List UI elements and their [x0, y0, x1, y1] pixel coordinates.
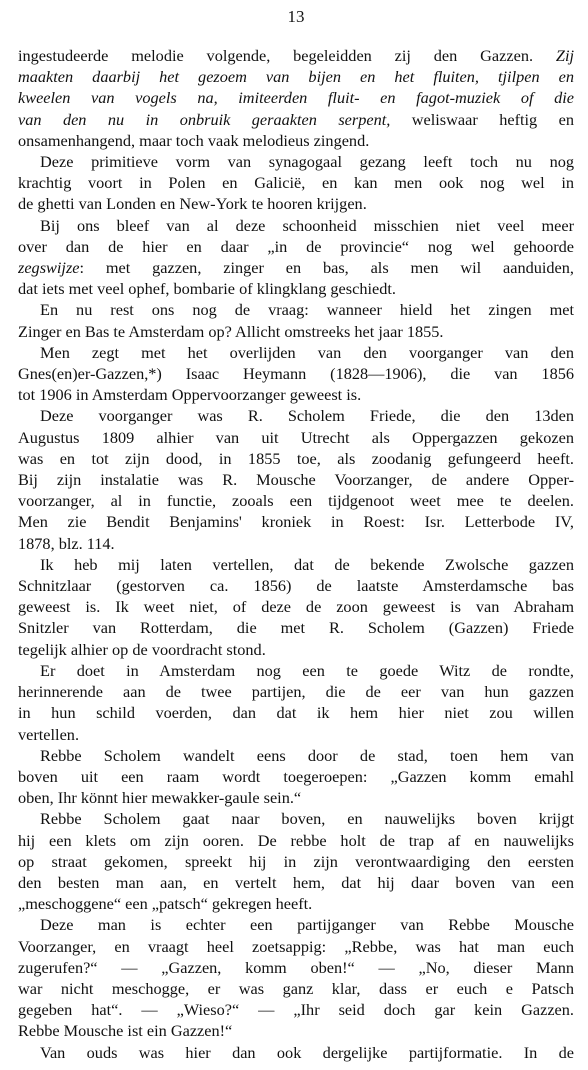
text-line: En nu rest ons nog de vraag: wanneer hield het zingen met: [40, 300, 574, 320]
text-line: over dan de hier en daar „in de provincie“ nog wel gehoorde: [18, 236, 574, 256]
text-line: Bij zijn instalatie was R. Mousche Voorzanger, de andere Opper-: [18, 470, 574, 490]
text-line: Deze primitieve vorm van synagogaal gezang leeft toch nu nog: [40, 152, 574, 172]
text-line: herinnerende aan de twee partijen, die de eer van hun gazzen: [18, 682, 574, 702]
text-line: Bij ons bleef van al deze schoonheid misschien niet veel meer: [40, 215, 574, 235]
text-line: Deze man is echter een partijganger van Rebbe Mousche: [40, 915, 574, 935]
text-line: Deze voorganger was R. Scholem Friede, die den 13den: [40, 406, 574, 426]
text-line: tegelijk alhier op de voordracht stond.: [18, 639, 266, 659]
text-line: Zinger en Bas te Amsterdam op? Allicht omstreeks het jaar 1855.: [18, 321, 444, 341]
text-line: Rebbe Scholem gaat naar boven, en nauwelijks boven krijgt: [40, 809, 574, 829]
text-line: Voorzanger, en vraagt heel zoetsappig: „Rebbe, was hat man euch: [18, 936, 574, 956]
text-line: voorzanger, al in functie, zooals een tijdgenoot weet mee te deelen.: [18, 491, 574, 511]
text-line: Er doet in Amsterdam nog een te goede Witz de rondte,: [40, 660, 574, 680]
text-line: gegeben hat“. — „Wieso?“ — „Ihr seid doch gar kein Gazzen.: [18, 1000, 574, 1020]
text-line: Men zie Bendit Benjamins' kroniek in Roest: Isr. Letterbode IV,: [18, 512, 574, 532]
text-line: Men zegt met het overlijden van den voorganger van den: [40, 342, 574, 362]
text-line: kweelen van vogels na, imiteerden fluit- en fagot-muziek of die: [18, 88, 574, 108]
text-line: hij een klets om zijn ooren. De rebbe holt de trap af en nauwelijks: [18, 830, 574, 850]
text-line: onsamenhangend, maar toch vaak melodieus zingend.: [18, 130, 370, 150]
text-line: den besten man aan, en vertelt hem, dat hij daar boven van een: [18, 872, 574, 892]
text-line: Augustus 1809 alhier van uit Utrecht als Oppergazzen gekozen: [18, 427, 574, 447]
text-line: Rebbe Scholem wandelt eens door de stad, toen hem van: [40, 745, 574, 765]
text-line: krachtig voort in Polen en Galicië, en kan men ook nog wel in: [18, 173, 574, 193]
text-line: zegswijze: met gazzen, zinger en bas, als men wil aanduiden,: [18, 258, 574, 278]
text-line: vertellen.: [18, 724, 80, 744]
text-line: tot 1906 in Amsterdam Oppervoorzanger geweest is.: [18, 385, 362, 405]
text-line: Ik heb mij laten vertellen, dat de bekende Zwolsche gazzen: [40, 554, 574, 574]
text-line: 1878, blz. 114.: [18, 533, 115, 553]
text-line: „meschoggene“ een „patsch“ gekregen heeft.: [18, 894, 313, 914]
page-number: 13: [287, 7, 305, 26]
text-line: Gnes(en)er-Gazzen,*) Isaac Heymann (1828—1906), die van 1856: [18, 364, 574, 384]
text-line: oben, Ihr könnt hier mewakker-gaule sein.“: [18, 788, 302, 808]
text-line: van den nu in onbruik geraakten serpent, weliswaar heftig en: [18, 109, 574, 129]
text-line: dat iets met veel ophef, bombarie of klingklang geschiedt.: [18, 279, 396, 299]
text-line: was en tot zijn dood, in 1855 toe, als zoodanig gefungeerd heeft.: [18, 448, 574, 468]
text-line: in hun schild voerden, dan dat ik hem hier niet zou willen: [18, 703, 574, 723]
body-text: [18, 45, 574, 1063]
text-line: Rebbe Mousche ist ein Gazzen!“: [18, 1021, 233, 1041]
text-line: Van ouds was hier dan ook dergelijke partijformatie. In de: [40, 1042, 574, 1062]
text-line: maakten daarbij het gezoem van bijen en het fluiten, tjilpen en: [18, 67, 574, 87]
text-line: war nicht meschogge, er was ganz klar, dass er euch e Patsch: [18, 978, 574, 998]
text-line: geweest is. Ik weet niet, of deze de zoon geweest is van Abraham: [18, 597, 574, 617]
text-line: Schnitzlaar (gestorven ca. 1856) de laatste Amsterdamsche bas: [18, 576, 574, 596]
text-line: zugerufen?“ — „Gazzen, komm oben!“ — „No, dieser Mann: [18, 957, 574, 977]
text-line: Snitzler van Rotterdam, die met R. Scholem (Gazzen) Friede: [18, 618, 574, 638]
text-line: boven uit een raam wordt toegeroepen: „Gazzen komm emahl: [18, 766, 574, 786]
text-line: ingestudeerde melodie volgende, begeleidden zij den Gazzen. Zij: [18, 46, 574, 65]
text-line: op straat gekomen, spreekt hij in zijn verontwaardiging den eersten: [18, 851, 574, 871]
text-line: de ghetti van Londen en New-York te hooren krijgen.: [18, 194, 367, 214]
